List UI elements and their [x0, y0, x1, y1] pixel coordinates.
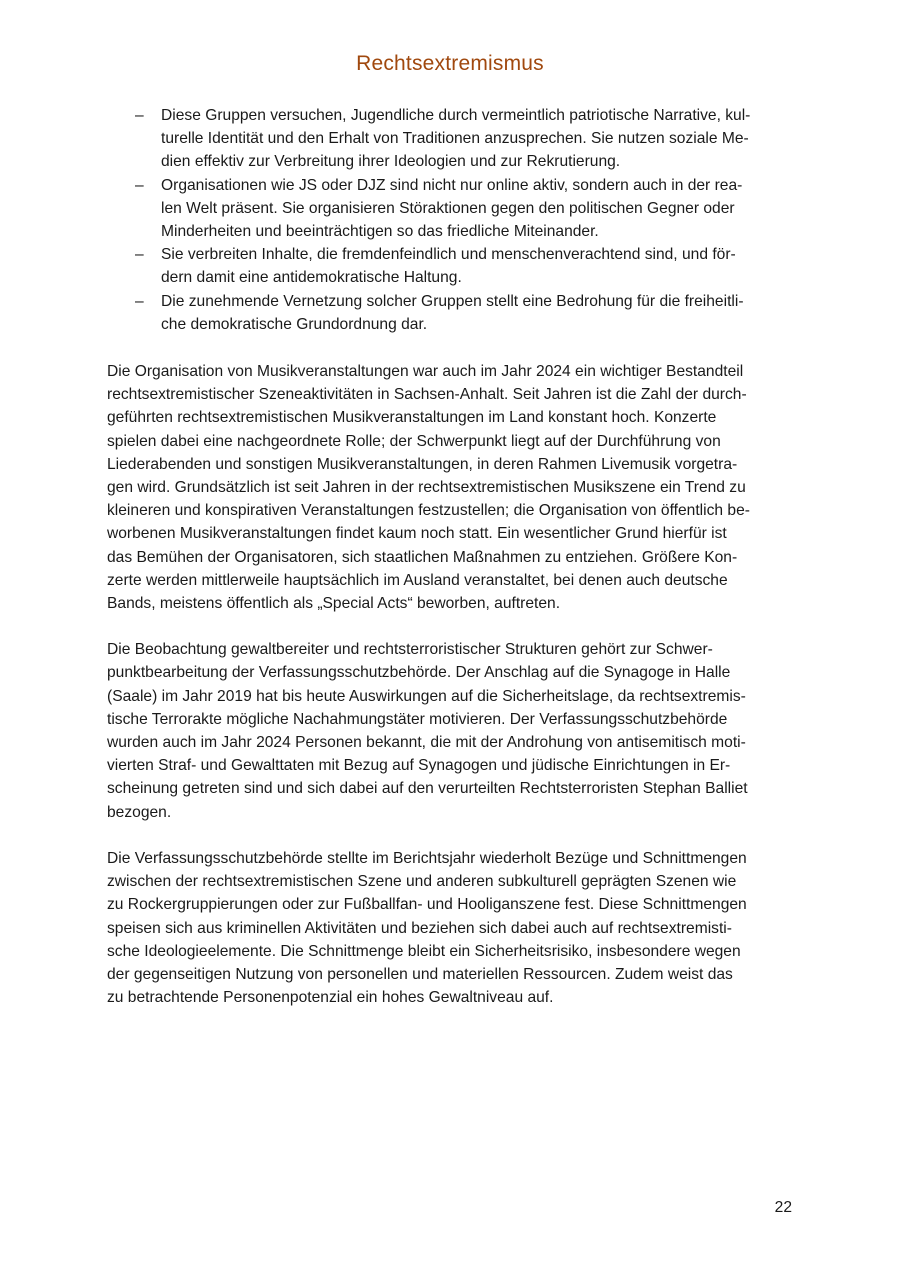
text-line: gen wird. Grundsätzlich ist seit Jahren in der rechtsextremistischen Musikszene ein Trend zu [107, 479, 746, 497]
bullet-list [107, 104, 793, 336]
dash-marker: – [135, 246, 144, 264]
dash-marker: – [135, 176, 144, 194]
text-line: zwischen der rechtsextremistischen Szene und anderen subkulturell geprägten Szenen wie [107, 873, 737, 891]
text-line: speisen sich aus kriminellen Aktivitäten und beziehen sich dabei auch auf rechtsextremisti- [107, 919, 732, 937]
text-line: che demokratische Grundordnung dar. [161, 315, 428, 333]
text-line: Die zunehmende Vernetzung solcher Gruppen stellt eine Bedrohung für die freiheitli- [161, 292, 744, 310]
text-line: vierten Straf- und Gewalttaten mit Bezug auf Synagogen und jüdische Einrichtungen in Er- [107, 757, 731, 775]
paragraph-terror-structures [107, 638, 793, 824]
text-line: worbenen Musikveranstaltungen findet kaum noch statt. Ein wesentlicher Grund hierfür ist [107, 525, 727, 543]
list-item [107, 290, 793, 336]
text-line: bezogen. [107, 803, 172, 821]
text-line: zu betrachtende Personenpotenzial ein hohes Gewaltniveau auf. [107, 989, 554, 1007]
text-line: Sie verbreiten Inhalte, die fremdenfeindlich und menschenverachtend sind, und för- [161, 246, 736, 264]
text-line: Die Organisation von Musikveranstaltungen war auch im Jahr 2024 ein wichtiger Bestandteil [107, 363, 744, 381]
page-title: Rechtsextremismus [356, 52, 544, 75]
list-item [107, 174, 793, 244]
text-line: zu Rockergruppierungen oder zur Fußballfan- und Hooliganszene fest. Diese Schnittmengen [107, 896, 747, 914]
text-line: tische Terrorakte mögliche Nachahmungstäter motivieren. Der Verfassungsschutzbehörde [107, 710, 728, 728]
paragraph-subcultural-overlap [107, 847, 793, 1009]
text-line: (Saale) im Jahr 2019 hat bis heute Auswirkungen auf die Sicherheitslage, da rechtsextremis- [107, 687, 746, 705]
list-item [107, 243, 793, 289]
text-line: Minderheiten und beeinträchtigen so das friedliche Miteinander. [161, 223, 599, 241]
text-line: turelle Identität und den Erhalt von Traditionen anzusprechen. Sie nutzen soziale Me- [161, 130, 749, 148]
dash-marker: – [135, 107, 144, 124]
paragraph-music-events [107, 360, 793, 615]
text-line: geführten rechtsextremistischen Musikveranstaltungen im Land konstant hoch. Konzerte [107, 409, 717, 427]
page-number: 22 [774, 1199, 792, 1216]
text-line: punktbearbeitung der Verfassungsschutzbehörde. Der Anschlag auf die Synagoge in Halle [107, 664, 731, 682]
text-line: Bands, meistens öffentlich als „Special Acts“ beworben, auftreten. [107, 595, 561, 613]
text-line: Die Beobachtung gewaltbereiter und rechtsterroristischer Strukturen gehört zur Schwer- [107, 641, 713, 659]
text-line: rechtsextremistischer Szeneaktivitäten in Sachsen-Anhalt. Seit Jahren ist die Zahl der durch- [107, 386, 747, 404]
text-line: len Welt präsent. Sie organisieren Störaktionen gegen den politischen Gegner oder [161, 199, 735, 217]
text-line: dien effektiv zur Verbreitung ihrer Ideologien und zur Rekrutierung. [161, 153, 621, 171]
text-line: der gegenseitigen Nutzung von personellen und materiellen Ressourcen. Zudem weist das [107, 965, 733, 983]
dash-marker: – [135, 292, 144, 310]
text-line: zerte werden mittlerweile hauptsächlich im Ausland veranstaltet, bei denen auch deutsche [107, 571, 728, 589]
text-line: kleineren und konspirativen Veranstaltungen festzustellen; die Organisation von öffentlich be- [107, 502, 750, 520]
text-line: scheinung getreten sind und sich dabei auf den verurteilten Rechtsterroristen Stephan Balliet [107, 780, 748, 798]
text-line: Die Verfassungsschutzbehörde stellte im Berichtsjahr wiederholt Bezüge und Schnittmengen [107, 849, 747, 867]
text-line: das Bemühen der Organisatoren, sich staatlichen Maßnahmen zu entziehen. Größere Kon- [107, 548, 738, 566]
text-line: sche Ideologieelemente. Die Schnittmenge bleibt ein Sicherheitsrisiko, insbesondere wegen [107, 942, 741, 960]
text-line: Organisationen wie JS oder DJZ sind nicht nur online aktiv, sondern auch in der rea- [161, 176, 743, 194]
text-line: dern damit eine antidemokratische Haltung. [161, 269, 462, 287]
text-line: wurden auch im Jahr 2024 Personen bekannt, die mit der Androhung von antisemitisch moti- [107, 734, 746, 752]
text-line: Diese Gruppen versuchen, Jugendliche durch vermeintlich patriotische Narrative, kul- [161, 107, 751, 124]
list-item [107, 104, 793, 174]
main-content [107, 104, 793, 1032]
text-line: Liederabenden und sonstigen Musikveranstaltungen, in deren Rahmen Livemusik vorgetra- [107, 455, 738, 473]
text-line: spielen dabei eine nachgeordnete Rolle; der Schwerpunkt liegt auf der Durchführung von [107, 432, 721, 450]
